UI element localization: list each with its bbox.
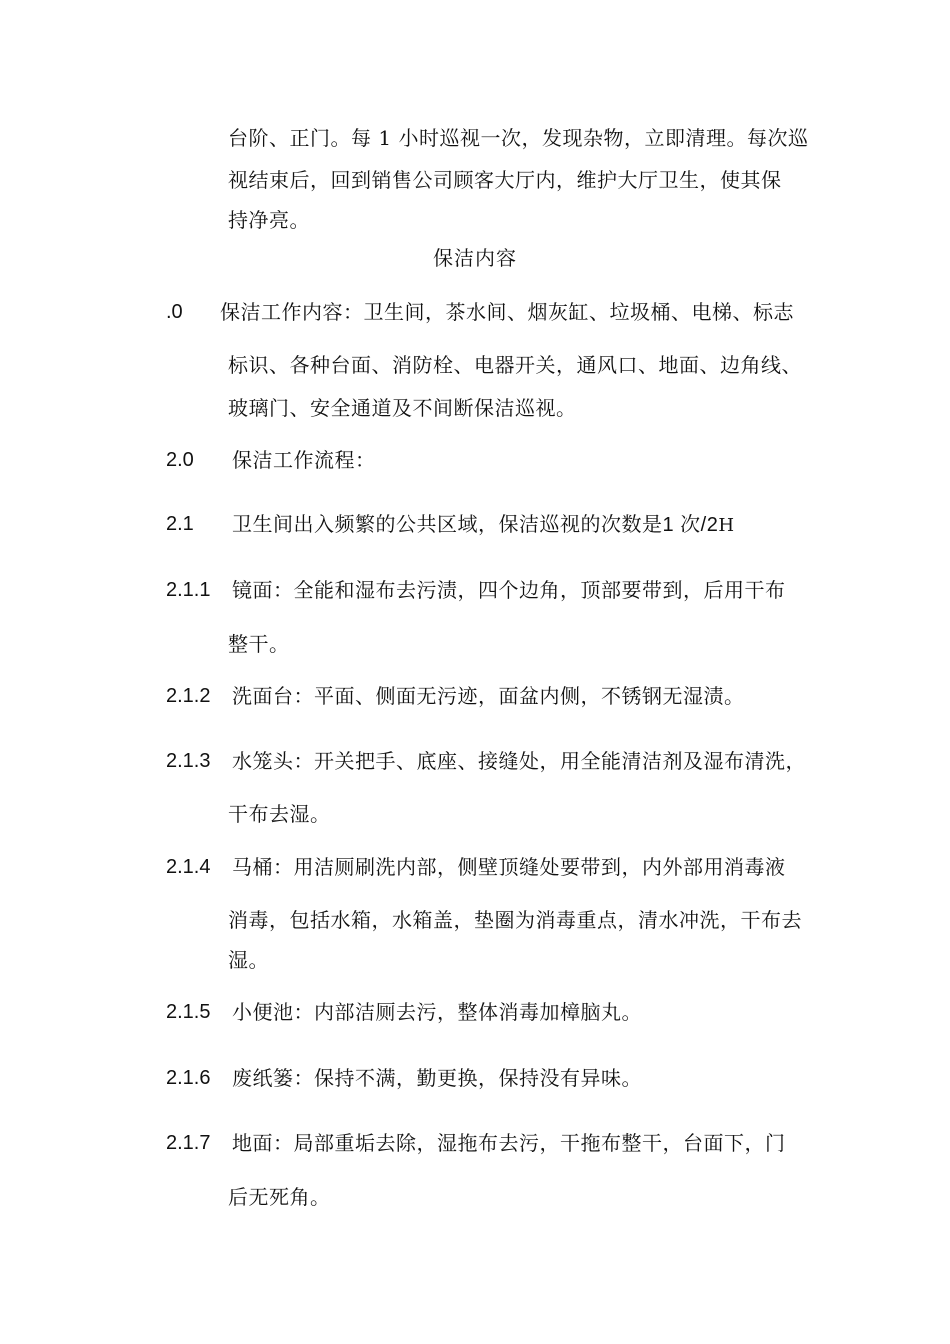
item-text-suffix: 1 次/2	[662, 514, 719, 536]
item-text-line: 玻璃门、安全通道及不间断保洁巡视。	[228, 396, 577, 420]
item-number: 2.1.3	[166, 750, 211, 772]
item-number: .0	[166, 301, 183, 323]
item-number: 2.1.5	[166, 1001, 211, 1023]
item-text-line: 消毒，包括水箱，水箱盖，垫圈为消毒重点，清水冲洗，干布去	[228, 908, 802, 932]
item-text-suffix-end: H	[718, 515, 735, 536]
intro-line-3: 持净亮。	[228, 208, 310, 232]
item-text-line: 保洁工作内容：卫生间，茶水间、烟灰缸、垃圾桶、电梯、标志	[220, 300, 794, 324]
item-text-line: 洗面台：平面、侧面无污迹，面盆内侧，不锈钢无湿渍。	[232, 684, 745, 708]
item-text-line: 水笼头：开关把手、底座、接缝处，用全能清洁剂及湿布清洗，	[232, 749, 806, 773]
item-text-line: 地面：局部重垢去除，湿拖布去污，干拖布整干，台面下，门	[232, 1131, 786, 1155]
intro-line-2: 视结束后，回到销售公司顾客大厅内，维护大厅卫生，使其保	[228, 168, 782, 192]
item-text-line: 干布去湿。	[228, 802, 331, 826]
intro-line-1: 台阶、正门。每 1 小时巡视一次，发现杂物，立即清理。每次巡	[228, 126, 809, 150]
item-text-line: 后无死角。	[228, 1185, 331, 1209]
item-number: 2.1.4	[166, 856, 211, 878]
item-number: 2.1.6	[166, 1067, 211, 1089]
item-text-line: 小便池：内部洁厕去污，整体消毒加樟脑丸。	[232, 1000, 642, 1024]
item-text-line: 保洁工作流程：	[232, 448, 376, 472]
item-text-line	[232, 512, 735, 538]
item-number: 2.1	[166, 513, 194, 535]
item-text-line: 马桶：用洁厕刷洗内部，侧壁顶缝处要带到，内外部用消毒液	[232, 855, 786, 879]
item-text-line: 废纸篓：保持不满，勤更换，保持没有异味。	[232, 1066, 642, 1090]
item-number: 2.1.1	[166, 579, 211, 601]
item-number: 2.1.7	[166, 1132, 211, 1154]
item-text-main: 卫生间出入频繁的公共区域，保洁巡视的次数是	[232, 512, 663, 536]
item-number: 2.0	[166, 449, 194, 471]
item-text-line: 标识、各种台面、消防栓、电器开关，通风口、地面、边角线、	[228, 353, 802, 377]
item-number: 2.1.2	[166, 685, 211, 707]
section-heading: 保洁内容	[433, 246, 517, 270]
item-text-line: 镜面：全能和湿布去污渍，四个边角，顶部要带到，后用干布	[232, 578, 786, 602]
item-text-line: 整干。	[228, 632, 290, 656]
item-text-line: 湿。	[228, 948, 269, 972]
